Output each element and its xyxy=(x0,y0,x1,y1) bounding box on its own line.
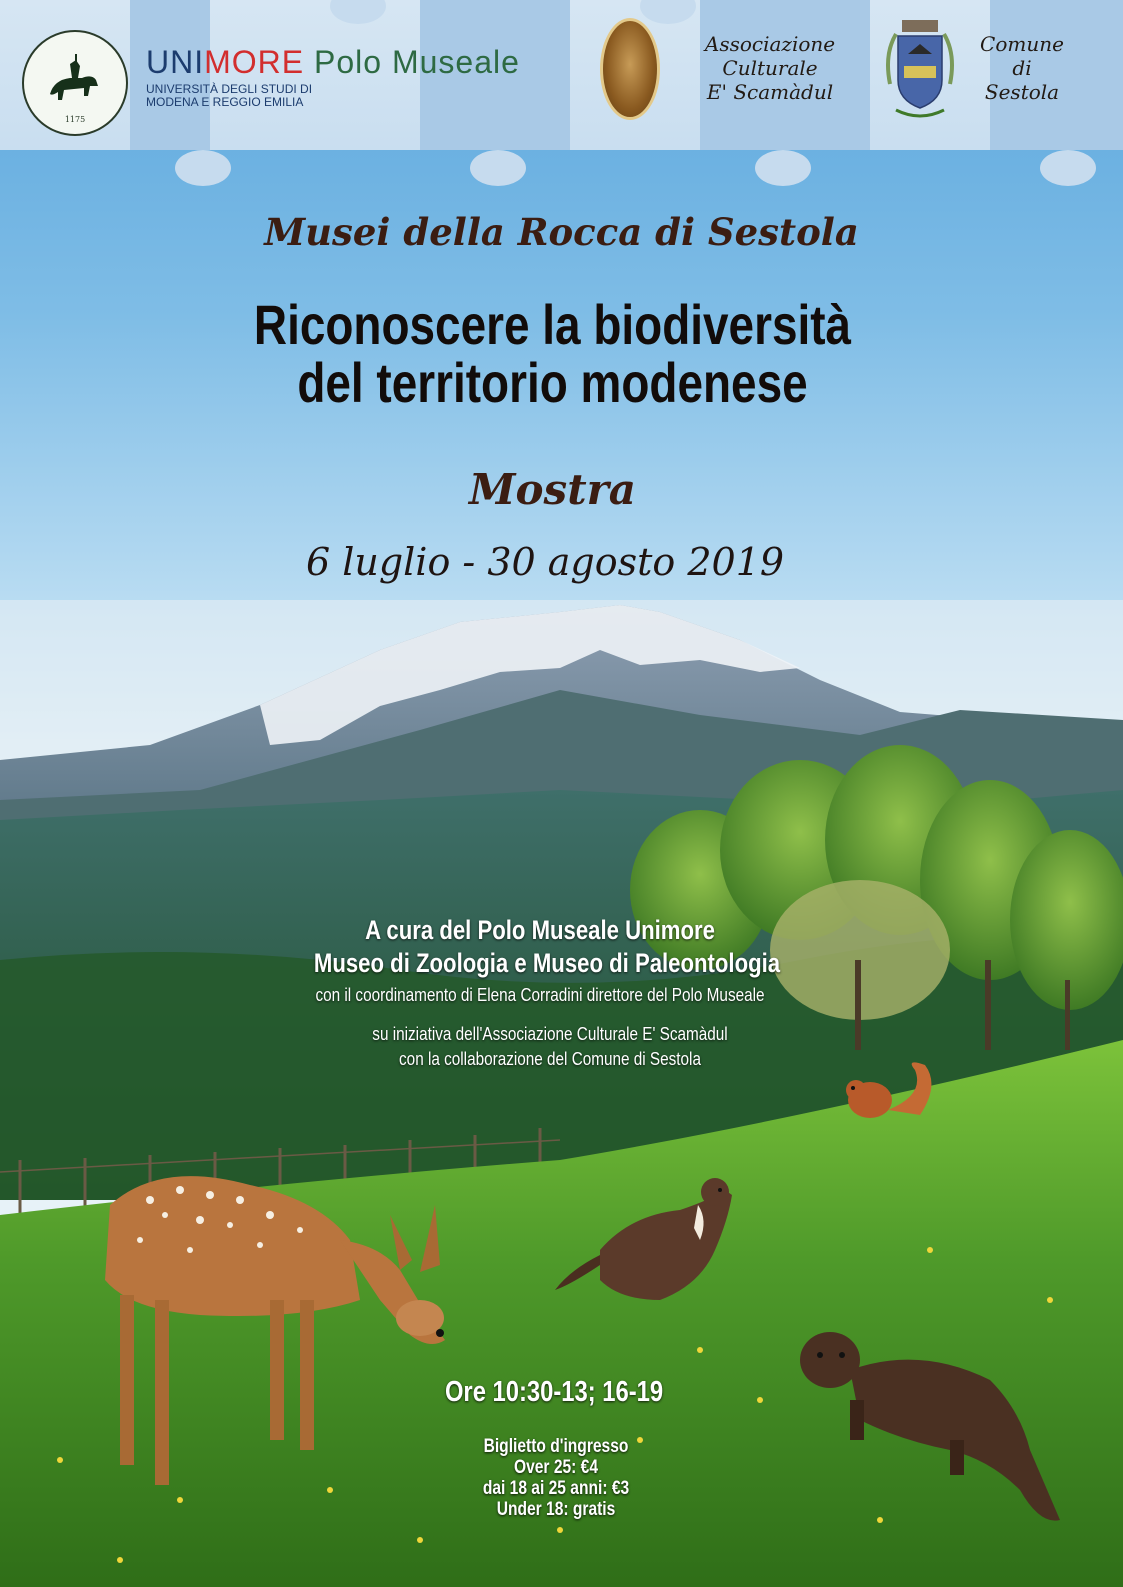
exhibition-dates: 6 luglio - 30 agosto 2019 xyxy=(305,540,785,584)
exhibition-title xyxy=(99,293,1005,414)
credits-block xyxy=(0,915,1123,1070)
ticket-title: Biglietto d'ingresso xyxy=(483,1436,629,1457)
ticket-line1: Over 25: €4 xyxy=(513,1457,599,1478)
opening-hours: Ore 10:30-13; 16-19 xyxy=(444,1376,664,1408)
exhibition-title-line2: del territorio modenese xyxy=(297,351,808,414)
unimore-more: MORE xyxy=(204,44,305,80)
horse-rider-icon xyxy=(42,50,104,112)
comune-crest-icon xyxy=(882,14,958,124)
ticket-info xyxy=(100,1436,1012,1520)
seal-year: 1175 xyxy=(64,115,86,124)
unimore-sub-line2: MODENA E REGGIO EMILIA xyxy=(146,95,304,109)
museum-title: Musei della Rocca di Sestola xyxy=(264,210,859,254)
comune-name: Comune di Sestola xyxy=(980,32,1064,104)
exhibition-title-line1: Riconoscere la biodiversità xyxy=(253,293,852,356)
university-seal-logo xyxy=(22,30,128,136)
ticket-line3: Under 18: gratis xyxy=(496,1499,616,1520)
ticket-line2: dai 18 ai 25 anni: €3 xyxy=(482,1478,630,1499)
unimore-polo: Polo Museale xyxy=(314,44,520,80)
credits-line5: con la collaborazione del Comune di Sestola xyxy=(399,1049,701,1069)
credits-line2: Museo di Zoologia e Museo di Paleontologia xyxy=(313,948,781,978)
unimore-sub-line1: UNIVERSITÀ DEGLI STUDI DI xyxy=(146,82,313,96)
credits-line1: A cura del Polo Museale Unimore xyxy=(365,915,715,945)
association-name: Associazione Culturale E' Scamàdul xyxy=(704,32,836,104)
credits-line4: su iniziativa dell'Associazione Culturale E' Scamàdul xyxy=(372,1024,728,1044)
credits-line3: con il coordinamento di Elena Corradini direttore del Polo Museale xyxy=(315,985,765,1005)
unimore-logo xyxy=(146,44,520,109)
association-cameo-logo xyxy=(600,18,660,120)
event-type: Mostra xyxy=(469,465,636,514)
unimore-uni: UNI xyxy=(146,44,205,80)
